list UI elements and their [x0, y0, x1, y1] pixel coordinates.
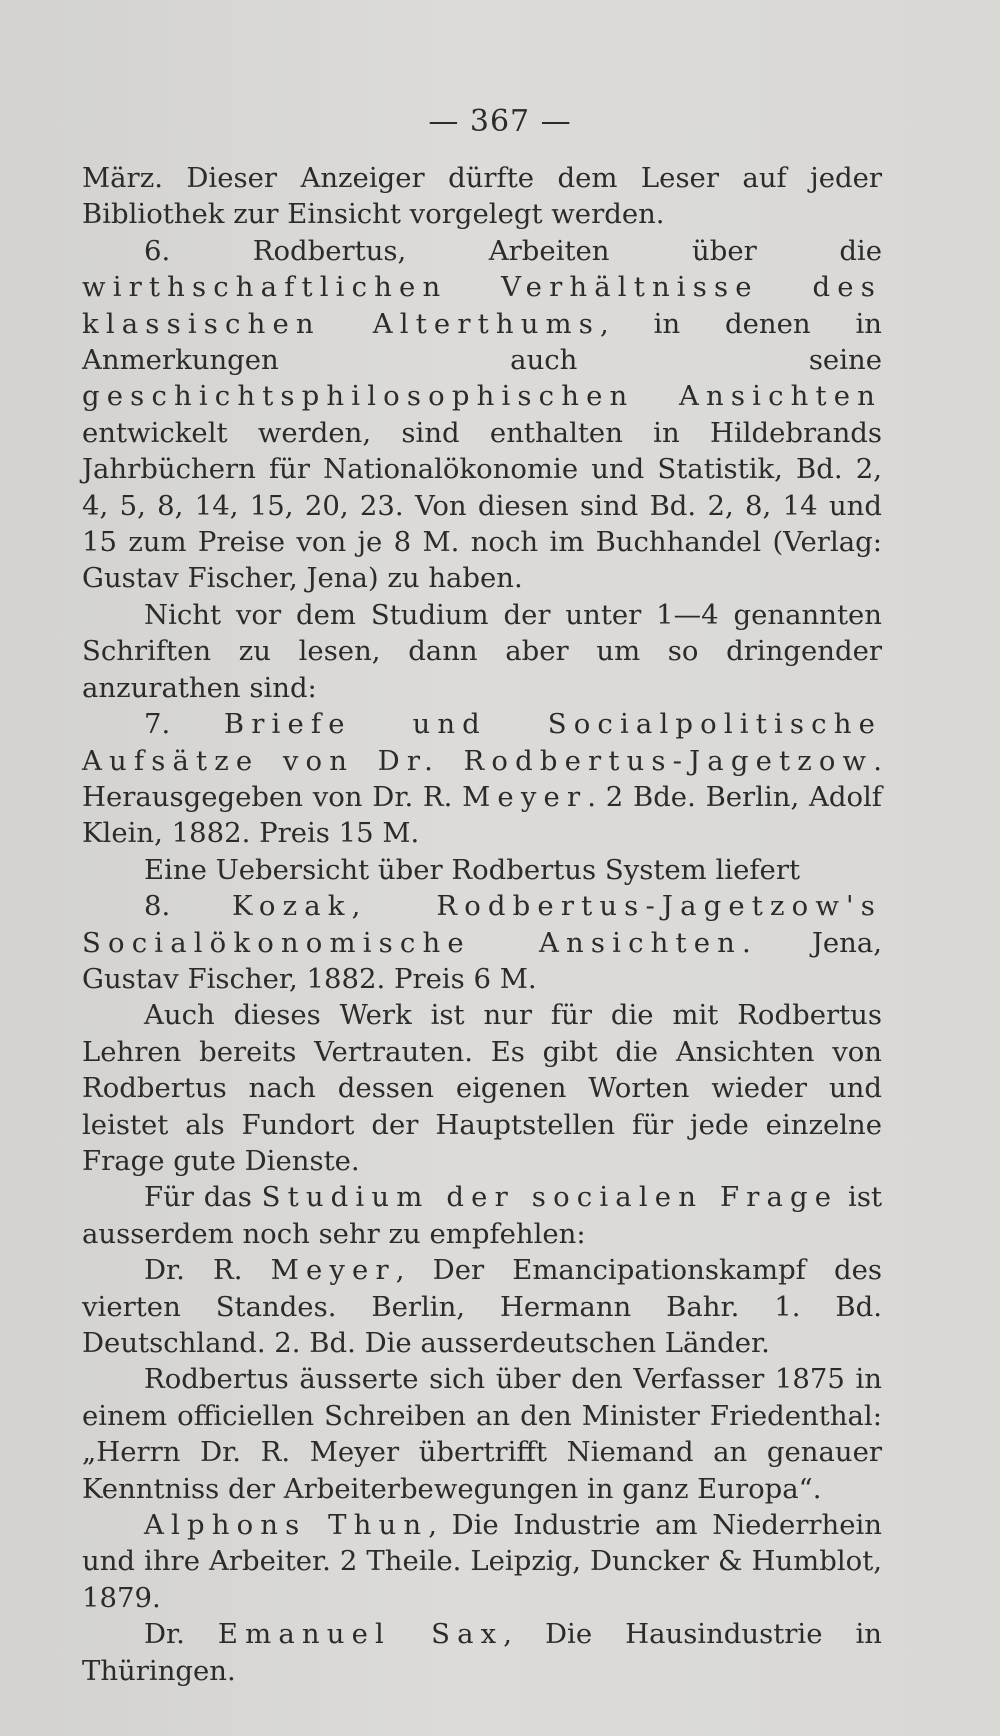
spaced-text: Kozak, Rodbertus-Jagetzow's Socialökonomische Ansichten	[82, 890, 882, 959]
body-text	[82, 160, 882, 1689]
paragraph	[82, 233, 882, 597]
spaced-text: Studium der socialen Frage	[261, 1181, 839, 1214]
paragraph: Rodbertus äusserte sich über den Verfasser 1875 in einem officiellen Schreiben an den Minister Friedenthal: „Herrn Dr. R. Meyer übertrifft Niemand an genauer Kenntniss der Arbeiterbewegungen in ganz Europa“.	[82, 1363, 882, 1505]
text-run: Für das	[144, 1181, 262, 1214]
paragraph	[82, 1616, 882, 1689]
paragraph	[82, 1507, 882, 1616]
paragraph: Nicht vor dem Studium der unter 1—4 genannten Schriften zu lesen, dann aber um so dringender anzurathen sind:	[82, 598, 882, 704]
paragraph	[82, 1252, 882, 1361]
paragraph	[82, 1179, 882, 1252]
spaced-text: Alphons Thun	[144, 1509, 429, 1542]
paragraph	[82, 706, 882, 852]
spaced-text: geschichtsphilosophischen Ansichten	[82, 380, 882, 413]
text-run: . 2 Bde. Berlin, Adolf Klein, 1882. Preis 15 M.	[82, 780, 882, 850]
text-run: 6. Rodbertus, Arbeiten über die	[144, 234, 882, 267]
page-number: — 367 —	[428, 104, 572, 139]
paragraph	[82, 888, 882, 997]
text-run: Dr. R.	[144, 1254, 271, 1287]
spaced-text: Meyer	[462, 780, 588, 813]
spaced-text: Emanuel Sax	[217, 1618, 504, 1651]
text-run: , Die Industrie am Niederrhein und ihre Arbeiter. 2 Theile. Leipzig, Duncker & Humblot, 1879.	[82, 1509, 883, 1614]
text-run: , Der Emancipationskampf des vierten Standes. Berlin, Hermann Bahr. 1. Bd. Deutschland. 2. Bd. Die ausserdeutschen Länder.	[82, 1254, 882, 1359]
text-run: . Jena, Gustav Fischer, 1882. Preis 6 M.	[82, 926, 882, 995]
text-run: entwickelt werden, sind enthalten in Hildebrands Jahrbüchern für Nationalökonomie und Statistik, Bd. 2, 4, 5, 8, 14, 15, 20, 23. Von diesen sind Bd. 2, 8, 14 und 15 zum Preise von je 8 M. noch im Buchhandel (Verlag: Gustav Fischer, Jena) zu haben.	[82, 416, 882, 595]
spaced-text: wirthschaftlichen Verhältnisse des klassischen Alterthums	[82, 271, 882, 340]
spaced-text: Meyer	[270, 1254, 396, 1287]
spaced-text: Briefe und Socialpolitische Aufsätze von Dr. Rodbertus-Jagetzow	[82, 708, 882, 777]
text-run: . Herausgegeben von Dr. R.	[82, 744, 882, 813]
text-run: 8.	[144, 890, 232, 923]
text-run: 7.	[144, 708, 224, 741]
paragraph: Eine Uebersicht über Rodbertus System liefert	[144, 853, 801, 886]
text-run: ist ausserdem noch sehr zu empfehlen:	[82, 1181, 882, 1250]
paragraph: Auch dieses Werk ist nur für die mit Rodbertus Lehren bereits Vertrauten. Es gibt die Ansichten von Rodbertus nach dessen eigenen Worten wieder und leistet als Fundort der Hauptstellen für jede einzelne Frage gute Dienste.	[82, 999, 882, 1177]
text-run: , in denen in Anmerkungen auch seine	[82, 307, 882, 377]
text-run: , Die Hausindustrie in Thüringen.	[82, 1618, 882, 1687]
paragraph: März. Dieser Anzeiger dürfte dem Leser auf jeder Bibliothek zur Einsicht vorgelegt werden.	[82, 162, 882, 231]
text-run: Dr.	[144, 1618, 218, 1651]
